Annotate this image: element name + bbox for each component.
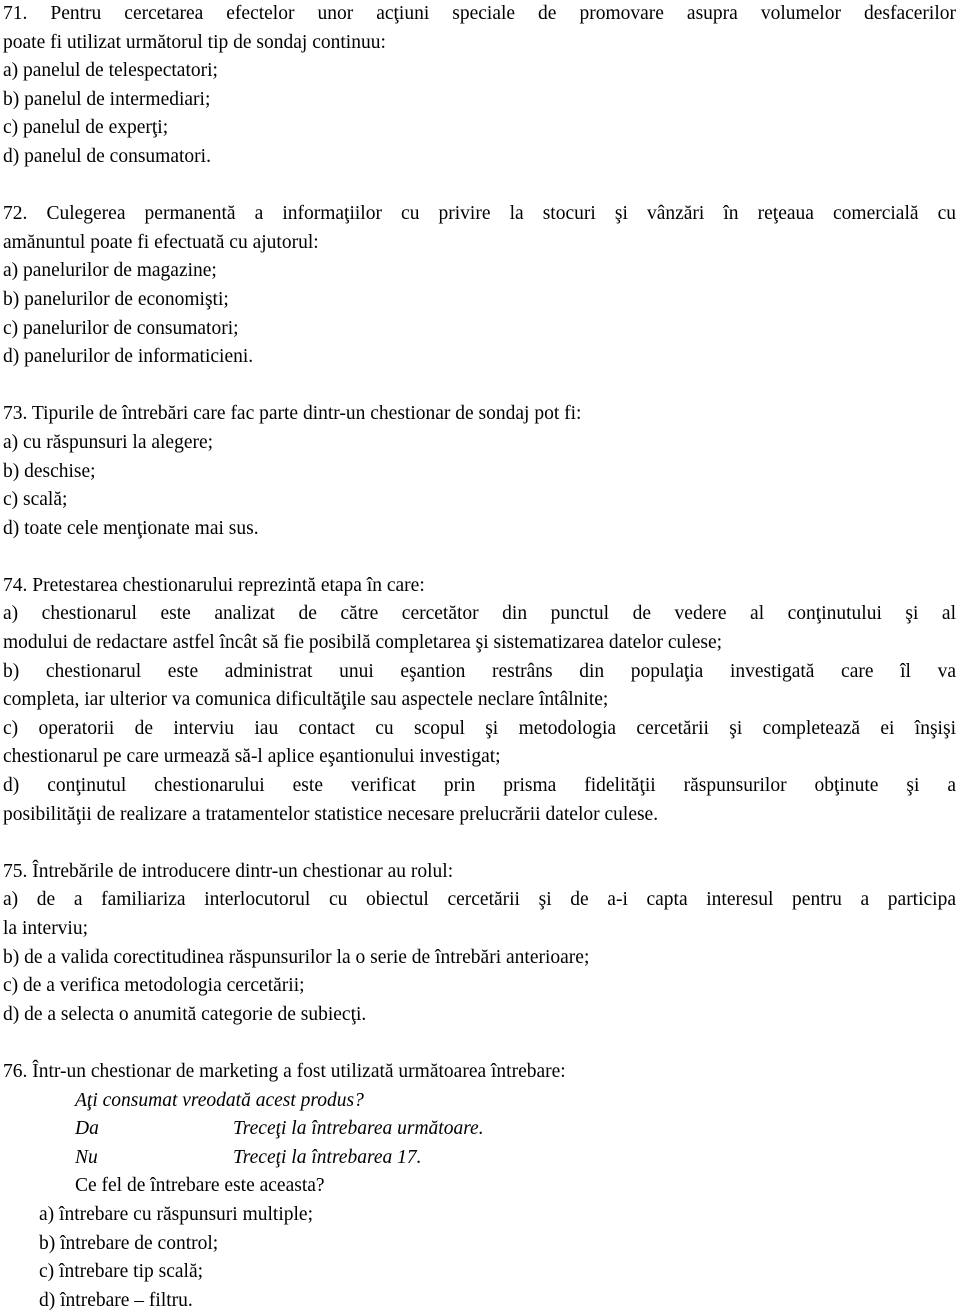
question-76-option-a: a) întrebare cu răspunsuri multiple; — [39, 1203, 313, 1225]
question-76-stem: 76. Într-un chestionar de marketing a fost utilizată următoarea întrebare: — [3, 1060, 566, 1082]
question-76-example-row — [3, 1115, 956, 1144]
question-73-option-a: a) cu răspunsuri la alegere; — [3, 431, 214, 453]
spacer — [3, 1029, 956, 1058]
question-72-stem-line-1: 72. Culegerea permanentă a informaţiilor cu privire la stocuri şi vânzări în reţeaua comercială cu — [3, 203, 956, 225]
question-74-option-b-line-2: completa, iar ulterior va comunica dificultăţile sau aspectele neclare întâlnite; — [3, 689, 609, 711]
question-75-option-d: d) de a selecta o anumită categorie de subiecţi. — [3, 1003, 367, 1025]
question-74-option-b-line-1: b) chestionarul este administrat unui eşantion restrâns din populaţia investigată care îl va — [3, 660, 956, 682]
spacer — [3, 543, 956, 572]
question-73-option-d: d) toate cele menţionate mai sus. — [3, 517, 259, 539]
question-75-stem: 75. Întrebările de introducere dintr-un chestionar au rolul: — [3, 860, 454, 882]
spacer — [3, 829, 956, 858]
question-75 — [3, 858, 956, 1030]
question-72-option-b: b) panelurilor de economişti; — [3, 288, 229, 310]
question-74-option-a-line-2: modului de redactare astfel încât să fie posibilă completarea şi sistematizarea datelor culese; — [3, 632, 723, 654]
example-instruction: Treceţi la întrebarea 17. — [233, 1146, 422, 1168]
question-72-option-d: d) panelurilor de informaticieni. — [3, 346, 254, 368]
question-74-option-d-line-1: d) conţinutul chestionarului este verificat prin prisma fidelităţii răspunsurilor obţinute şi a — [3, 775, 956, 797]
question-75-option-c: c) de a verifica metodologia cercetării; — [3, 975, 305, 997]
question-72-option-c: c) panelurilor de consumatori; — [3, 317, 239, 339]
question-73-option-c: c) scală; — [3, 489, 68, 511]
document-page — [3, 0, 956, 1315]
question-74-stem: 74. Pretestarea chestionarului reprezintă etapa în care: — [3, 574, 425, 596]
question-72 — [3, 200, 956, 372]
question-74 — [3, 572, 956, 829]
question-73-option-b: b) deschise; — [3, 460, 96, 482]
question-76-example-question: Aţi consumat vreodată acest produs? — [75, 1089, 364, 1111]
question-71 — [3, 0, 956, 172]
example-answer: Nu — [75, 1146, 98, 1168]
question-71-stem-line-2: poate fi utilizat următorul tip de sondaj continuu: — [3, 31, 386, 53]
question-71-option-a: a) panelul de telespectatori; — [3, 60, 218, 82]
question-76-prompt: Ce fel de întrebare este aceasta? — [75, 1175, 325, 1197]
question-74-option-a-line-1: a) chestionarul este analizat de către cercetător din punctul de vedere al conţinutului şi al — [3, 603, 956, 625]
question-75-option-a-line-2: la interviu; — [3, 918, 89, 939]
question-71-option-b: b) panelul de intermediari; — [3, 88, 211, 110]
example-instruction: Treceţi la întrebarea următoare. — [233, 1118, 484, 1140]
spacer — [3, 372, 956, 401]
question-75-option-b: b) de a valida corectitudinea răspunsurilor la o serie de întrebări anterioare; — [3, 946, 590, 968]
question-74-option-d-line-2: posibilităţii de realizare a tratamentelor statistice necesare prelucrării datelor culese. — [3, 803, 659, 825]
question-72-option-a: a) panelurilor de magazine; — [3, 260, 217, 282]
question-73 — [3, 400, 956, 543]
example-answer: Da — [75, 1118, 99, 1140]
question-76-example-row — [3, 1144, 956, 1173]
question-72-stem-line-2: amănuntul poate fi efectuată cu ajutorul: — [3, 231, 319, 253]
question-71-option-c: c) panelul de experţi; — [3, 117, 169, 139]
spacer — [3, 172, 956, 201]
question-76-option-c: c) întrebare tip scală; — [39, 1261, 204, 1283]
question-73-stem: 73. Tipurile de întrebări care fac parte dintr-un chestionar de sondaj pot fi: — [3, 403, 582, 425]
question-76-option-d: d) întrebare – filtru. — [39, 1289, 193, 1311]
question-75-option-a-line-1: a) de a familiariza interlocutorul cu obiectul cercetării şi de a-i capta interesul pentru a participa — [3, 889, 956, 911]
question-76 — [3, 1058, 956, 1315]
question-74-option-c-line-1: c) operatorii de interviu iau contact cu scopul şi metodologia cercetării şi completează ei înşişi — [3, 717, 956, 739]
question-74-option-c-line-2: chestionarul pe care urmează să-l aplice eşantionului investigat; — [3, 746, 501, 768]
question-76-option-b: b) întrebare de control; — [39, 1232, 219, 1254]
question-71-stem-line-1: 71. Pentru cercetarea efectelor unor acţiuni speciale de promovare asupra volumelor desfacerilor — [3, 3, 956, 24]
question-71-option-d: d) panelul de consumatori. — [3, 145, 211, 167]
